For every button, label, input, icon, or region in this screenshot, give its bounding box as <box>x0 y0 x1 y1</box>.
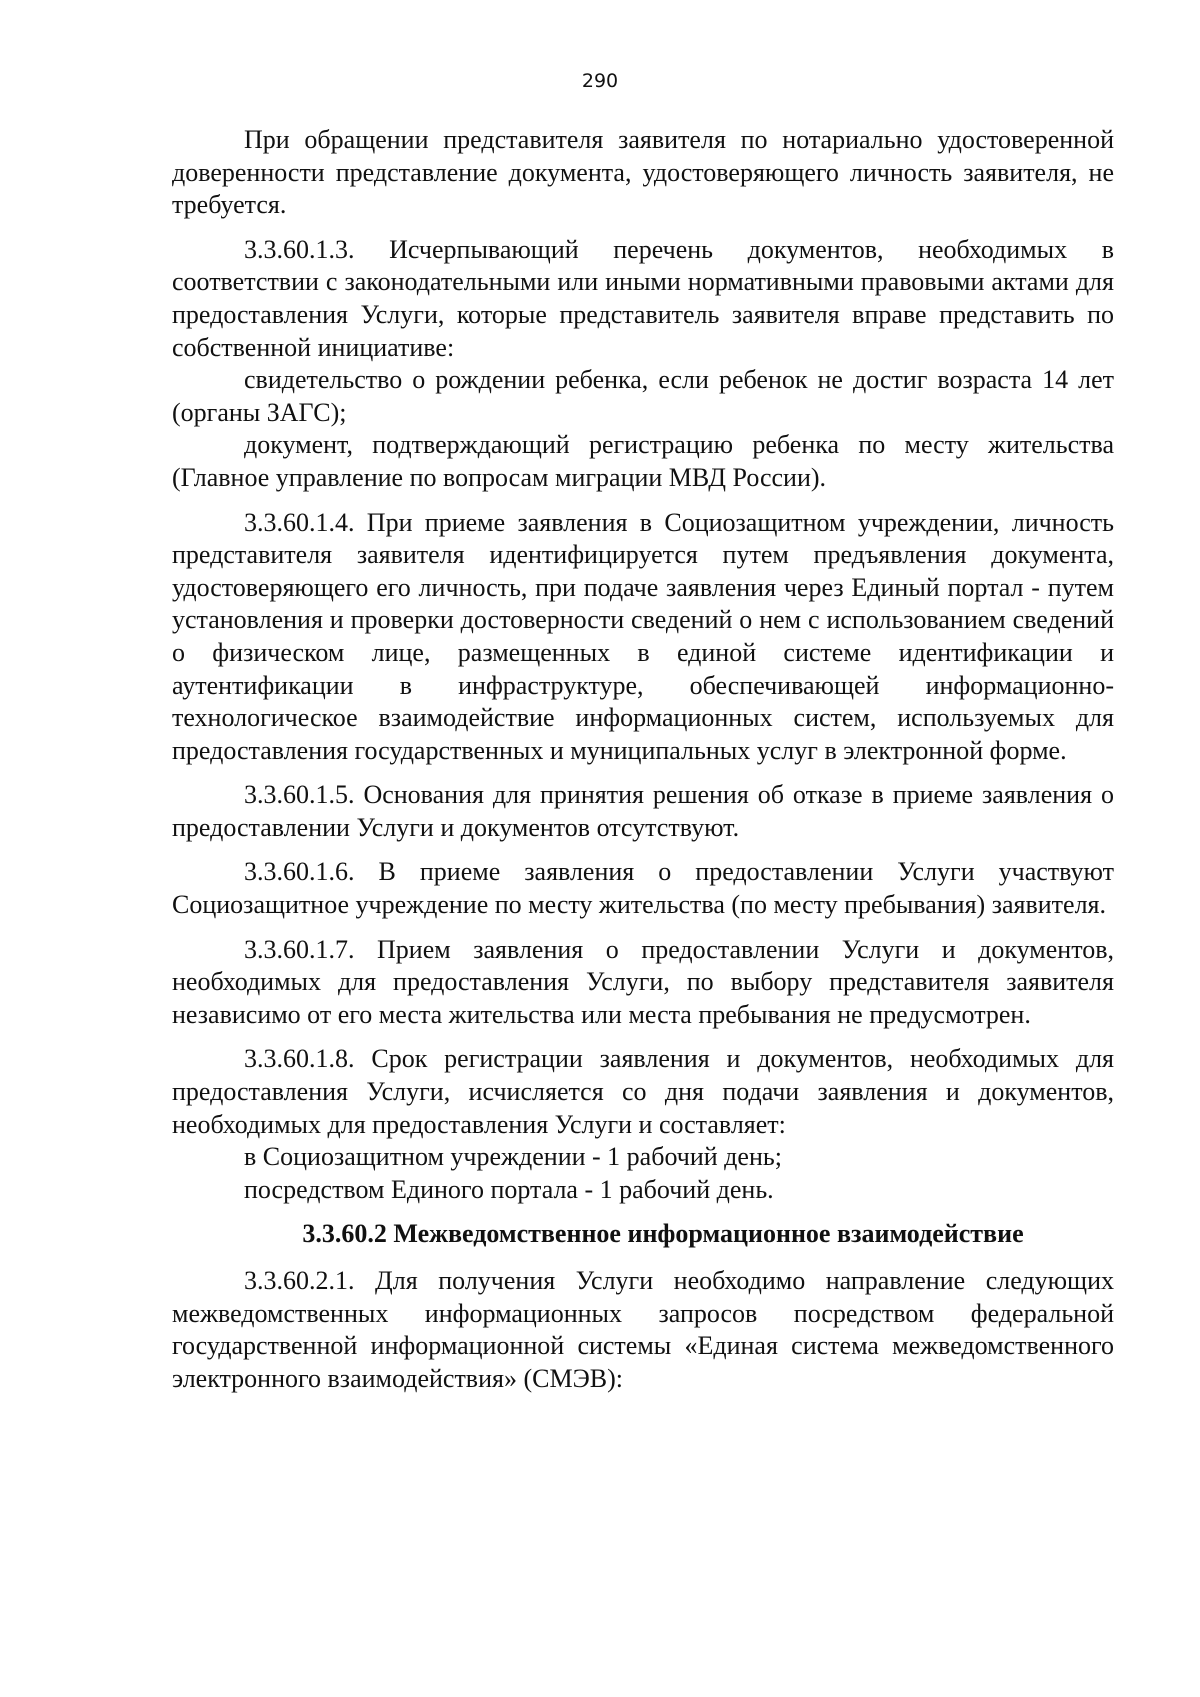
paragraph-3-3-60-1-7: 3.3.60.1.7. Прием заявления о предоставлении Услуги и документов, необходимых для предоставления Услуги, по выбору представителя заявителя независимо от его места жительства или места пребывания не предусмотрен. <box>172 934 1114 1029</box>
list-item-social-institution: в Социозащитном учреждении - 1 рабочий день; <box>244 1142 782 1172</box>
page-number: 290 <box>581 70 619 92</box>
paragraph-3-3-60-1-6: 3.3.60.1.6. В приеме заявления о предоставлении Услуги участвуют Социозащитное учреждение по месту жительства (по месту пребывания) заявителя. <box>172 857 1114 920</box>
paragraph-notarial-proxy: При обращении представителя заявителя по нотариально удостоверенной доверенности представление документа, удостоверяющего личность заявителя, не требуется. <box>172 125 1114 220</box>
list-item-birth-certificate: свидетельство о рождении ребенка, если ребенок не достиг возраста 14 лет (органы ЗАГС); <box>172 365 1114 427</box>
paragraph-3-3-60-1-3: 3.3.60.1.3. Исчерпывающий перечень документов, необходимых в соответствии с законодательными или иными нормативными правовыми актами для предоставления Услуги, которые представитель заявителя вправе представить по собственной инициативе: <box>172 234 1114 362</box>
section-heading-3-3-60-2: 3.3.60.2 Межведомственное информационное взаимодействие <box>302 1219 1024 1249</box>
document-body <box>172 124 1114 1407</box>
paragraph-3-3-60-2-1: 3.3.60.2.1. Для получения Услуги необходимо направление следующих межведомственных информационных запросов посредством федеральной государственной информационной системы «Единая система межведомственного электронного взаимодействия» (СМЭВ): <box>172 1266 1114 1393</box>
list-item-registration-document: документ, подтверждающий регистрацию ребенка по месту жительства (Главное управление по вопросам миграции МВД России). <box>172 430 1114 492</box>
paragraph-3-3-60-1-5: 3.3.60.1.5. Основания для принятия решения об отказе в приеме заявления о предоставлении Услуги и документов отсутствуют. <box>172 780 1114 842</box>
paragraph-3-3-60-1-8: 3.3.60.1.8. Срок регистрации заявления и документов, необходимых для предоставления Услуги, исчисляется со дня подачи заявления и документов, необходимых для предоставления Услуги и составляет: <box>172 1044 1114 1139</box>
paragraph-3-3-60-1-4: 3.3.60.1.4. При приеме заявления в Социозащитном учреждении, личность представителя заявителя идентифицируется путем предъявления документа, удостоверяющего его личность, при подаче заявления через Единый портал - путем установления и проверки достоверности сведений о нем с использованием сведений о физическом лице, размещенных в единой системе идентификации и аутентификации в инфраструктуре, обеспечивающей информационно-технологическое взаимодействие информационных систем, используемых для предоставления государственных и муниципальных услуг в электронной форме. <box>172 507 1114 765</box>
list-item-unified-portal: посредством Единого портала - 1 рабочий день. <box>244 1174 774 1204</box>
